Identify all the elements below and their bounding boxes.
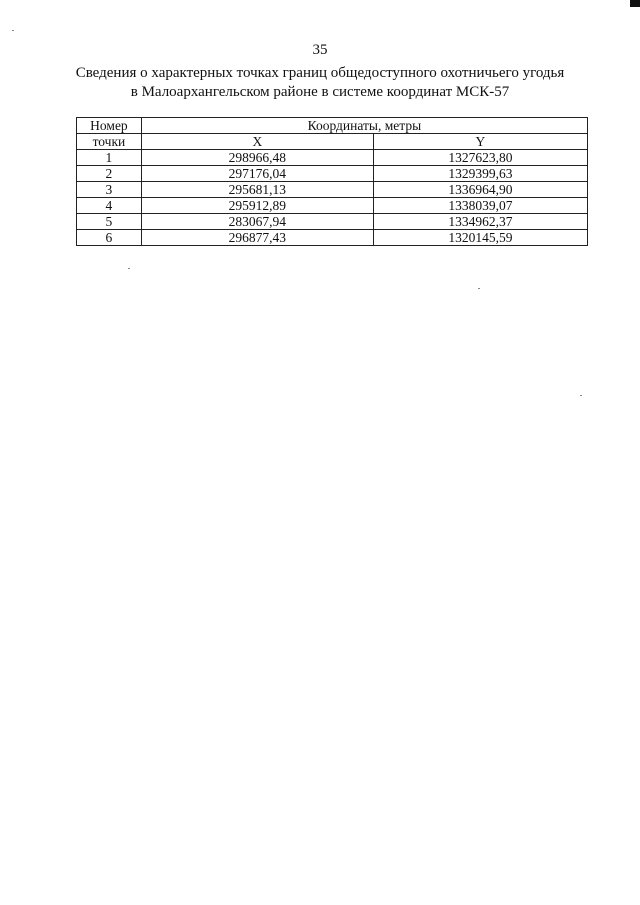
- cell-x: 283067,94: [141, 214, 373, 230]
- cell-x: 297176,04: [141, 166, 373, 182]
- cell-point: 6: [77, 230, 142, 246]
- table-row: [77, 182, 588, 198]
- header-y: Y: [373, 134, 587, 150]
- header-point-number: Номер: [77, 118, 142, 134]
- header-coordinates: Координаты, метры: [141, 118, 587, 134]
- cell-y: 1336964,90: [373, 182, 587, 198]
- table-row: [77, 214, 588, 230]
- table-header-row: [77, 118, 588, 134]
- page-number: 35: [312, 42, 328, 58]
- cell-x: 296877,43: [141, 230, 373, 246]
- cell-point: 5: [77, 214, 142, 230]
- cell-x: 295912,89: [141, 198, 373, 214]
- scan-speck: [478, 288, 480, 289]
- cell-y: 1329399,63: [373, 166, 587, 182]
- scan-speck: [128, 268, 130, 269]
- cell-point: 1: [77, 150, 142, 166]
- scan-corner-mark: [630, 0, 640, 7]
- header-point-label: точки: [77, 134, 142, 150]
- title-line-2: в Малоархангельском районе в системе координат МСК-57: [130, 84, 510, 100]
- scan-speck: [580, 395, 582, 396]
- cell-y: 1338039,07: [373, 198, 587, 214]
- cell-point: 4: [77, 198, 142, 214]
- cell-x: 295681,13: [141, 182, 373, 198]
- cell-y: 1327623,80: [373, 150, 587, 166]
- table-row: [77, 230, 588, 246]
- cell-y: 1334962,37: [373, 214, 587, 230]
- table-row: [77, 198, 588, 214]
- scan-speck: [12, 30, 14, 31]
- table-subheader-row: [77, 134, 588, 150]
- table-row: [77, 150, 588, 166]
- cell-y: 1320145,59: [373, 230, 587, 246]
- document-title: [20, 64, 620, 102]
- header-x: X: [141, 134, 373, 150]
- cell-x: 298966,48: [141, 150, 373, 166]
- table-row: [77, 166, 588, 182]
- cell-point: 2: [77, 166, 142, 182]
- title-line-1: Сведения о характерных точках границ общедоступного охотничьего угодья: [75, 65, 565, 81]
- cell-point: 3: [77, 182, 142, 198]
- coordinates-table: [76, 117, 588, 246]
